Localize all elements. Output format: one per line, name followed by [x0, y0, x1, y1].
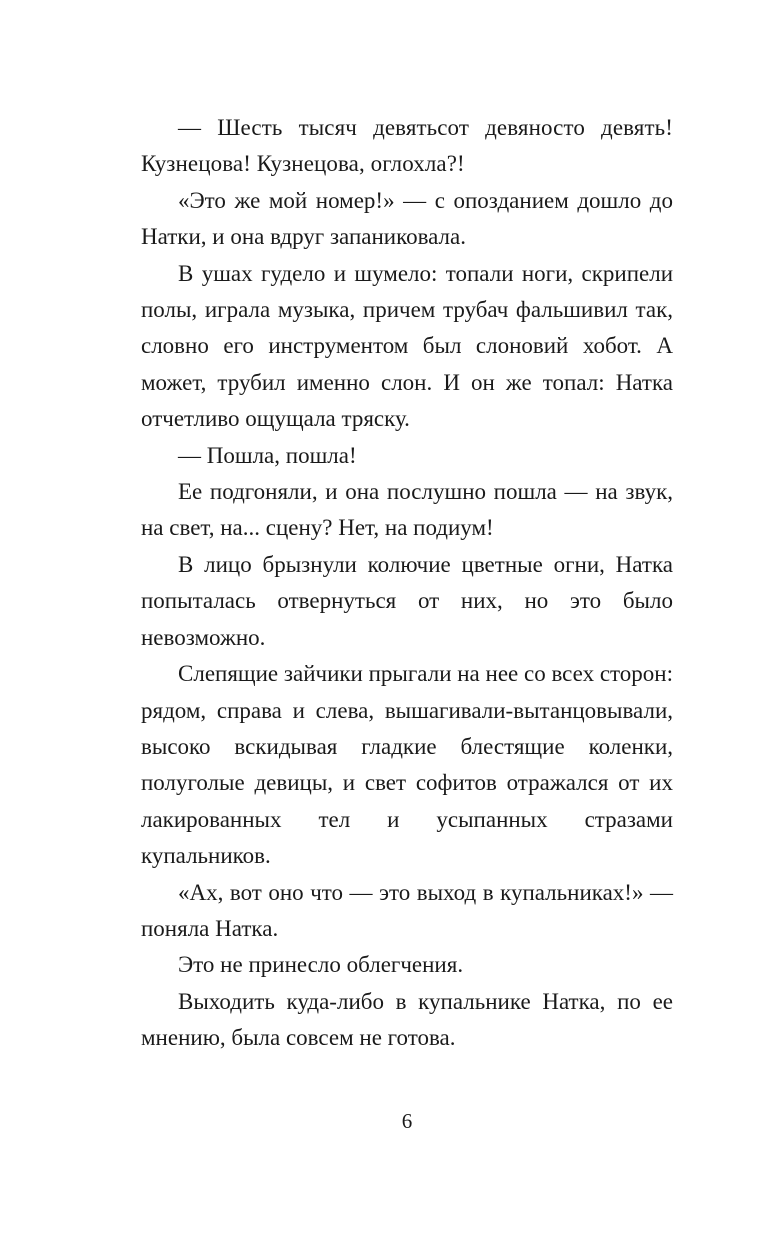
paragraph-2: «Это же мой номер!» — с опозданием дошло до Натки, и она вдруг запаниковала.: [141, 187, 673, 250]
paragraph-1: — Шесть тысяч девятьсот девяносто девять! Кузнецова! Кузнецова, оглохла?!: [141, 115, 673, 177]
paragraph-3: В ушах гудело и шумело: топали ноги, скрипели полы, играла музыка, причем трубач фальшивил так, словно его инструментом был слоновий хобот. А может, трубил именно слон. И он же топал: Натка отчетливо ощущала тряску.: [141, 260, 673, 432]
paragraph-6: В лицо брызнули колючие цветные огни, Натка попыталась отвернуться от них, но это было невозможно.: [141, 551, 673, 650]
paragraph-10: Выходить куда-либо в купальнике Натка, по ее мнению, была совсем не готова.: [141, 988, 673, 1051]
body-text: [141, 110, 673, 1057]
paragraph-8: «Ах, вот оно что — это выход в купальниках!» — поняла Натка.: [141, 879, 673, 941]
paragraph-5: Ее подгоняли, и она послушно пошла — на звук, на свет, на... сцену? Нет, на подиум!: [141, 479, 673, 541]
page-number: 6: [401, 1109, 413, 1133]
paragraph-9: Это не принесло облегчения.: [178, 952, 464, 978]
paragraph-7: Слепящие зайчики прыгали на нее со всех сторон: рядом, справа и слева, вышагивали-вытанцовывали, высоко вскидывая гладкие блестящие коленки, полуголые девицы, и свет софитов отражался от их лакированных тел и усыпанных стразами купальников.: [141, 661, 673, 869]
paragraph-4: — Пошла, пошла!: [178, 442, 357, 468]
